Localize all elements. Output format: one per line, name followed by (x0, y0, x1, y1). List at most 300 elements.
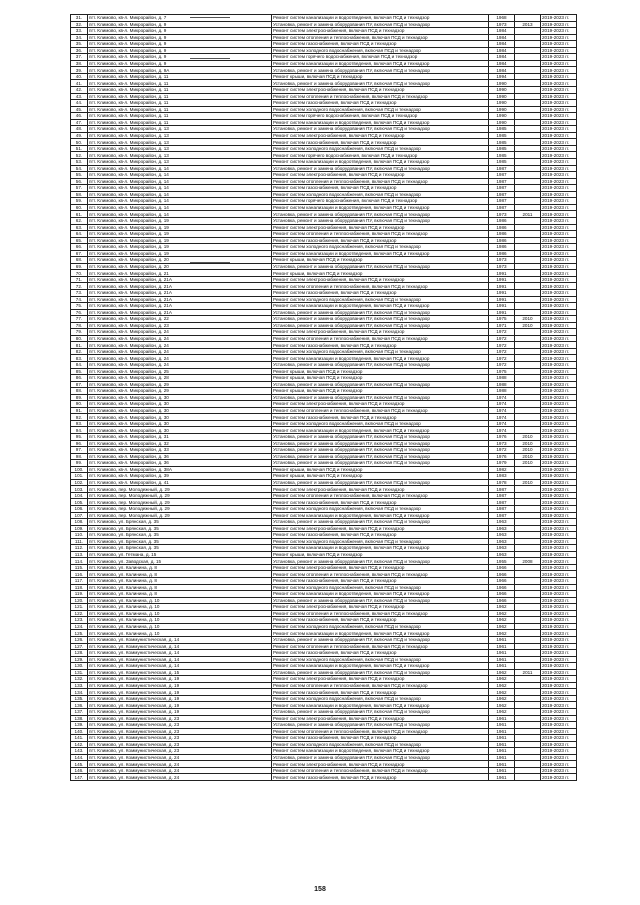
address-cell: пгт. Климово, ул. Коммунистическая, д. 19 (88, 689, 272, 696)
table-row (71, 204, 577, 211)
address-cell: пгт. Климово, кв-л. Микрорайон, д. 19 (88, 224, 272, 231)
row-number-cell: 48. (71, 126, 88, 133)
build-year-cell: 1984 (489, 67, 515, 74)
work-type-cell: Ремонт систем электроснабжения, включая ПСД и технадзор (272, 87, 489, 94)
table-row (71, 224, 577, 231)
planned-period-cell: 2019-2023 гг. (541, 172, 577, 179)
planned-period-cell: 2019-2023 гг. (541, 571, 577, 578)
planned-period-cell: 2019-2023 гг. (541, 145, 577, 152)
build-year-cell: 1974 (489, 427, 515, 434)
table-row (71, 564, 577, 571)
address-cell: пгт. Климово, кв-л. Микрорайон, д. 32 (88, 440, 272, 447)
work-type-cell: Ремонт крыши, включая ПСД и технадзор (272, 388, 489, 395)
table-row (71, 80, 577, 87)
planned-period-cell: 2019-2023 гг. (541, 263, 577, 270)
table-row (71, 656, 577, 663)
planned-period-cell: 2019-2023 гг. (541, 309, 577, 316)
table-row (71, 506, 577, 513)
build-year-cell: 1962 (489, 604, 515, 611)
build-year-cell: 1986 (489, 231, 515, 238)
row-number-cell: 41. (71, 80, 88, 87)
address-cell: пгт. Климово, ул. Калинина, д. 8 (88, 578, 272, 585)
address-cell: пгт. Климово, ул. Коммунистическая, д. 23 (88, 715, 272, 722)
planned-period-cell: 2019-2023 гг. (541, 689, 577, 696)
table-row (71, 172, 577, 179)
build-year-cell: 1961 (489, 754, 515, 761)
work-type-cell: Ремонт систем электроснабжения, включая ПСД и технадзор (272, 172, 489, 179)
table-row (71, 604, 577, 611)
table-row (71, 67, 577, 74)
planned-period-cell: 2019-2023 гг. (541, 296, 577, 303)
address-cell: пгт. Климово, кв-л. Микрорайон, д. 23 (88, 322, 272, 329)
work-type-cell: Ремонт систем холодного водоснабжения, включая ПСД и технадзор (272, 106, 489, 113)
table-row (71, 617, 577, 624)
work-type-cell: Ремонт систем электроснабжения, включая ПСД и технадзор (272, 276, 489, 283)
work-type-cell: Установка, ремонт и замена оборудования ПУ, включая ПСД и технадзор (272, 558, 489, 565)
work-type-cell: Ремонт систем газоснабжения, включая ПСД и технадзор (272, 689, 489, 696)
build-year-cell: 1963 (489, 545, 515, 552)
address-cell: пгт. Климово, кв-л. Микрорайон, д. 14 (88, 204, 272, 211)
row-number-cell: 42. (71, 87, 88, 94)
address-cell: пгт. Климово, ул. Коммунистическая, д. 23 (88, 748, 272, 755)
planned-period-cell: 2019-2023 гг. (541, 630, 577, 637)
build-year-cell: 1987 (489, 486, 515, 493)
planned-period-cell: 2019-2023 гг. (541, 767, 577, 774)
address-cell: пгт. Климово, кв-л. Микрорайон, д. 31 (88, 434, 272, 441)
build-year-cell: 1986 (489, 217, 515, 224)
address-cell: пгт. Климово, кв-л. Микрорайон, д. 25 (88, 368, 272, 375)
address-cell: пгт. Климово, кв-л. Микрорайон, д. 24 (88, 329, 272, 336)
address-cell: пгт. Климово, кв-л. Микрорайон, д. 14 (88, 178, 272, 185)
build-year-cell: 1982 (489, 466, 515, 473)
address-cell: пгт. Климово, кв-л. Микрорайон, д. 13 (88, 152, 272, 159)
work-type-cell: Ремонт крыши, включая ПСД и технадзор (272, 375, 489, 382)
planned-period-cell: 2019-2023 гг. (541, 669, 577, 676)
address-cell: пгт. Климово, пер. Молодежный, д. 29 (88, 506, 272, 513)
table-row (71, 591, 577, 598)
planned-period-cell: 2019-2023 гг. (541, 67, 577, 74)
work-type-cell: Установка, ремонт и замена оборудования ПУ, включая ПСД и технадзор (272, 263, 489, 270)
address-cell: пгт. Климово, кв-л. Микрорайон, д. 19 (88, 250, 272, 257)
planned-period-cell: 2019-2023 гг. (541, 283, 577, 290)
work-type-cell: Ремонт систем отопления и теплоснабжения, включая ПСД и технадзор (272, 571, 489, 578)
table-row (71, 440, 577, 447)
planned-period-cell: 2019-2023 гг. (541, 237, 577, 244)
planned-period-cell: 2019-2023 гг. (541, 551, 577, 558)
work-type-cell: Ремонт систем холодного водоснабжения, включая ПСД и технадзор (272, 348, 489, 355)
row-number-cell: 62. (71, 217, 88, 224)
row-number-cell: 147. (71, 774, 88, 781)
row-number-cell: 67. (71, 250, 88, 257)
table-row (71, 41, 577, 48)
address-cell: пгт. Климово, кв-л. Микрорайон, д. 14 (88, 172, 272, 179)
table-row (71, 427, 577, 434)
work-type-cell: Ремонт систем канализации и водоотведения, включая ПСД и технадзор (272, 250, 489, 257)
row-number-cell: 85. (71, 368, 88, 375)
planned-period-cell: 2019-2023 гг. (541, 322, 577, 329)
planned-period-cell: 2019-2023 гг. (541, 28, 577, 35)
address-cell: пгт. Климово, ул. Калинина, д. 10 (88, 597, 272, 604)
table-row (71, 145, 577, 152)
row-number-cell: 44. (71, 100, 88, 107)
planned-period-cell: 2019-2023 гг. (541, 407, 577, 414)
table-row (71, 381, 577, 388)
work-type-cell: Ремонт крыши, включая ПСД и технадзор (272, 551, 489, 558)
address-cell: пгт. Климово, ул. Коммунистическая, д. 24 (88, 774, 272, 781)
planned-period-cell: 2019-2023 гг. (541, 663, 577, 670)
table-row (71, 715, 577, 722)
address-cell: пгт. Климово, кв-л. Микрорайон, д. 41 (88, 479, 272, 486)
build-year-cell: 1974 (489, 420, 515, 427)
address-cell: пгт. Климово, кв-л. Микрорайон, д. 30 (88, 420, 272, 427)
row-number-cell: 145. (71, 761, 88, 768)
planned-period-cell: 2019-2023 гг. (541, 722, 577, 729)
row-number-cell: 50. (71, 139, 88, 146)
build-year-cell: 1991 (489, 270, 515, 277)
table-row (71, 499, 577, 506)
row-number-cell: 127. (71, 643, 88, 650)
build-year-cell: 1955 (489, 558, 515, 565)
work-type-cell: Ремонт систем газоснабжения, включая ПСД и технадзор (272, 41, 489, 48)
last-repair-year-cell: 2011 (515, 669, 541, 676)
build-year-cell: 1975 (489, 368, 515, 375)
address-cell: пгт. Климово, кв-л. Микрорайон, д. 11 (88, 119, 272, 126)
table-row (71, 211, 577, 218)
planned-period-cell: 2019-2023 гг. (541, 656, 577, 663)
address-cell: пгт. Климово, кв-л. Микрорайон, д. 30 (88, 407, 272, 414)
row-number-cell: 51. (71, 145, 88, 152)
address-cell: пгт. Климово, ул. Заводская, д. 15 (88, 558, 272, 565)
table-row (71, 93, 577, 100)
build-year-cell: 1962 (489, 695, 515, 702)
address-cell: пгт. Климово, ул. Коммунистическая, д. 23 (88, 735, 272, 742)
address-cell: пгт. Климово, ул. Коммунистическая, д. 19 (88, 695, 272, 702)
planned-period-cell: 2019-2023 гг. (541, 381, 577, 388)
planned-period-cell: 2019-2023 гг. (541, 60, 577, 67)
build-year-cell: 1961 (489, 715, 515, 722)
address-cell: пгт. Климово, ул. Калинина, д. 10 (88, 623, 272, 630)
scan-artifact-line (190, 262, 230, 263)
table-row (71, 185, 577, 192)
planned-period-cell: 2019-2023 гг. (541, 159, 577, 166)
address-cell: пгт. Климово, кв-л. Микрорайон, д. 30 (88, 401, 272, 408)
table-row (71, 460, 577, 467)
table-row (71, 630, 577, 637)
row-number-cell: 32. (71, 21, 88, 28)
row-number-cell: 60. (71, 204, 88, 211)
row-number-cell: 43. (71, 93, 88, 100)
work-type-cell: Ремонт систем газоснабжения, включая ПСД и технадзор (272, 650, 489, 657)
planned-period-cell: 2019-2023 гг. (541, 761, 577, 768)
planned-period-cell: 2019-2023 гг. (541, 708, 577, 715)
build-year-cell: 1986 (489, 244, 515, 251)
address-cell: пгт. Климово, кв-л. Микрорайон, д. 11 (88, 113, 272, 120)
planned-period-cell: 2019-2023 гг. (541, 748, 577, 755)
work-type-cell: Ремонт систем отопления и теплоснабжения, включая ПСД и технадзор (272, 93, 489, 100)
planned-period-cell: 2019-2023 гг. (541, 231, 577, 238)
build-year-cell: 1990 (489, 100, 515, 107)
table-row (71, 741, 577, 748)
build-year-cell: 1961 (489, 650, 515, 657)
address-cell: пгт. Климово, ул. Калинина, д. 8 (88, 584, 272, 591)
planned-period-cell: 2019-2023 гг. (541, 217, 577, 224)
table-row (71, 420, 577, 427)
work-type-cell: Установка, ремонт и замена оборудования ПУ, включая ПСД и технадзор (272, 165, 489, 172)
last-repair-year-cell: 2010 (515, 434, 541, 441)
address-cell: пгт. Климово, ул. Коммунистическая, д. 23 (88, 728, 272, 735)
build-year-cell: 1983 (489, 473, 515, 480)
row-number-cell: 72. (71, 283, 88, 290)
build-year-cell: 1974 (489, 414, 515, 421)
address-cell: пгт. Климово, кв-л. Микрорайон, д. 9 (88, 47, 272, 54)
build-year-cell: 1984 (489, 54, 515, 61)
row-number-cell: 64. (71, 231, 88, 238)
row-number-cell: 87. (71, 381, 88, 388)
planned-period-cell: 2019-2023 гг. (541, 466, 577, 473)
table-row (71, 597, 577, 604)
table-row (71, 584, 577, 591)
row-number-cell: 111. (71, 538, 88, 545)
row-number-cell: 65. (71, 237, 88, 244)
table-row (71, 21, 577, 28)
work-type-cell: Установка, ремонт и замена оборудования ПУ, включая ПСД и технадзор (272, 217, 489, 224)
work-type-cell: Ремонт систем газоснабжения, включая ПСД и технадзор (272, 237, 489, 244)
work-type-cell: Ремонт систем газоснабжения, включая ПСД и технадзор (272, 617, 489, 624)
address-cell: пгт. Климово, ул. Брянская, д. 35 (88, 532, 272, 539)
row-number-cell: 79. (71, 329, 88, 336)
planned-period-cell: 2019-2023 гг. (541, 702, 577, 709)
row-number-cell: 129. (71, 656, 88, 663)
planned-period-cell: 2019-2023 гг. (541, 250, 577, 257)
build-year-cell: 1974 (489, 401, 515, 408)
planned-period-cell: 2019-2023 гг. (541, 519, 577, 526)
table-row (71, 132, 577, 139)
table-row (71, 250, 577, 257)
planned-period-cell: 2019-2023 гг. (541, 303, 577, 310)
work-type-cell: Ремонт систем газоснабжения, включая ПСД и технадзор (272, 735, 489, 742)
address-cell: пгт. Климово, кв-л. Микрорайон, д. 14 (88, 185, 272, 192)
work-type-cell: Ремонт систем канализации и водоотведения, включая ПСД и технадзор (272, 204, 489, 211)
build-year-cell: 1986 (489, 237, 515, 244)
table-row (71, 159, 577, 166)
build-year-cell: 1962 (489, 689, 515, 696)
row-number-cell: 96. (71, 440, 88, 447)
table-row (71, 761, 577, 768)
address-cell: пгт. Климово, ул. Калинина, д. 8 (88, 571, 272, 578)
address-cell: пгт. Климово, ул. Калинина, д. 10 (88, 617, 272, 624)
build-year-cell: 1972 (489, 447, 515, 454)
work-type-cell: Ремонт систем электроснабжения, включая ПСД и технадзор (272, 525, 489, 532)
row-number-cell: 77. (71, 316, 88, 323)
work-type-cell: Ремонт систем холодного водоснабжения, включая ПСД и технадзор (272, 420, 489, 427)
table-row (71, 558, 577, 565)
work-type-cell: Ремонт систем канализации и водоотведения, включая ПСД и технадзор (272, 591, 489, 598)
planned-period-cell: 2019-2023 гг. (541, 224, 577, 231)
row-number-cell: 130. (71, 663, 88, 670)
work-type-cell: Ремонт систем отопления и теплоснабжения, включая ПСД и технадзор (272, 283, 489, 290)
build-year-cell: 1994 (489, 73, 515, 80)
row-number-cell: 81. (71, 342, 88, 349)
row-number-cell: 56. (71, 178, 88, 185)
planned-period-cell: 2019-2023 гг. (541, 584, 577, 591)
row-number-cell: 38. (71, 60, 88, 67)
work-type-cell: Ремонт систем канализации и водоотведения, включая ПСД и технадзор (272, 748, 489, 755)
build-year-cell: 1990 (489, 93, 515, 100)
build-year-cell: 1973 (489, 440, 515, 447)
work-type-cell: Ремонт крыши, включая ПСД и технадзор (272, 368, 489, 375)
build-year-cell: 1963 (489, 519, 515, 526)
build-year-cell: 1961 (489, 643, 515, 650)
work-type-cell: Установка, ремонт и замена оборудования ПУ, включая ПСД и технадзор (272, 708, 489, 715)
row-number-cell: 39. (71, 67, 88, 74)
address-cell: пгт. Климово, ул. Брянская, д. 35 (88, 525, 272, 532)
planned-period-cell: 2019-2023 гг. (541, 682, 577, 689)
address-cell: пгт. Климово, кв-л. Микрорайон, д. 9 (88, 54, 272, 61)
build-year-cell: 1987 (489, 191, 515, 198)
build-year-cell: 1990 (489, 80, 515, 87)
row-number-cell: 59. (71, 198, 88, 205)
build-year-cell: 1972 (489, 348, 515, 355)
work-type-cell: Ремонт систем электроснабжения, включая ПСД и технадзор (272, 486, 489, 493)
build-year-cell: 1987 (489, 499, 515, 506)
table-row (71, 545, 577, 552)
planned-period-cell: 2019-2023 гг. (541, 289, 577, 296)
row-number-cell: 118. (71, 584, 88, 591)
table-row (71, 106, 577, 113)
row-number-cell: 109. (71, 525, 88, 532)
work-type-cell: Ремонт систем канализации и водоотведения, включая ПСД и технадзор (272, 159, 489, 166)
build-year-cell: 1986 (489, 250, 515, 257)
address-cell: пгт. Климово, пер. Молодежный, д. 29 (88, 499, 272, 506)
address-cell: пгт. Климово, ул. Коммунистическая, д. 19 (88, 702, 272, 709)
address-cell: пгт. Климово, ул. Калинина, д. 8 (88, 591, 272, 598)
build-year-cell: 1962 (489, 610, 515, 617)
row-number-cell: 108. (71, 519, 88, 526)
build-year-cell: 1962 (489, 682, 515, 689)
build-year-cell: 1962 (489, 623, 515, 630)
planned-period-cell: 2019-2023 гг. (541, 54, 577, 61)
address-cell: пгт. Климово, кв-л. Микрорайон, д. 14 (88, 191, 272, 198)
build-year-cell: 1985 (489, 126, 515, 133)
planned-period-cell: 2019-2023 гг. (541, 564, 577, 571)
last-repair-year-cell: 2010 (515, 447, 541, 454)
row-number-cell: 125. (71, 630, 88, 637)
row-number-cell: 53. (71, 159, 88, 166)
build-year-cell: 1987 (489, 204, 515, 211)
build-year-cell: 1979 (489, 460, 515, 467)
build-year-cell: 1984 (489, 28, 515, 35)
table-row (71, 447, 577, 454)
table-row (71, 728, 577, 735)
address-cell: пгт. Климово, кв-л. Микрорайон, д. 19 (88, 237, 272, 244)
table-row (71, 361, 577, 368)
address-cell: пгт. Климово, кв-л. Микрорайон, д. 36 (88, 453, 272, 460)
build-year-cell: 1988 (489, 375, 515, 382)
row-number-cell: 113. (71, 551, 88, 558)
work-type-cell: Ремонт систем канализации и водоотведения, включая ПСД и технадзор (272, 545, 489, 552)
address-cell: пгт. Климово, кв-л. Микрорайон, д. 13 (88, 126, 272, 133)
build-year-cell: 1984 (489, 47, 515, 54)
address-cell: пгт. Климово, кв-л. Микрорайон, д. 21А (88, 296, 272, 303)
row-number-cell: 144. (71, 754, 88, 761)
table-row (71, 100, 577, 107)
work-type-cell: Ремонт систем газоснабжения, включая ПСД и технадзор (272, 578, 489, 585)
row-number-cell: 131. (71, 669, 88, 676)
row-number-cell: 40. (71, 73, 88, 80)
table-row (71, 198, 577, 205)
planned-period-cell: 2019-2023 гг. (541, 368, 577, 375)
work-type-cell: Установка, ремонт и замена оборудования ПУ, включая ПСД и технадзор (272, 447, 489, 454)
address-cell: пгт. Климово, кв-л. Микрорайон, д. 30 (88, 414, 272, 421)
planned-period-cell: 2019-2023 гг. (541, 152, 577, 159)
row-number-cell: 146. (71, 767, 88, 774)
work-type-cell: Ремонт систем канализации и водоотведения, включая ПСД и технадзор (272, 427, 489, 434)
table-row (71, 578, 577, 585)
address-cell: пгт. Климово, ул. Калинина, д. 8 (88, 564, 272, 571)
planned-period-cell: 2019-2023 гг. (541, 106, 577, 113)
work-type-cell: Установка, ремонт и замена оборудования ПУ, включая ПСД и технадзор (272, 434, 489, 441)
planned-period-cell: 2019-2023 гг. (541, 204, 577, 211)
work-type-cell: Ремонт систем электроснабжения, включая ПСД и технадзор (272, 604, 489, 611)
row-number-cell: 101. (71, 473, 88, 480)
address-cell: пгт. Климово, кв-л. Микрорайон, д. 20 (88, 257, 272, 264)
work-type-cell: Ремонт систем газоснабжения, включая ПСД и технадзор (272, 185, 489, 192)
build-year-cell: 1963 (489, 532, 515, 539)
build-year-cell: 1985 (489, 152, 515, 159)
work-type-cell: Ремонт систем газоснабжения, включая ПСД и технадзор (272, 499, 489, 506)
address-cell: пгт. Климово, кв-л. Микрорайон, д. 36 (88, 460, 272, 467)
row-number-cell: 114. (71, 558, 88, 565)
work-type-cell: Ремонт систем электроснабжения, включая ПСД и технадзор (272, 28, 489, 35)
row-number-cell: 103. (71, 486, 88, 493)
build-year-cell: 1961 (489, 748, 515, 755)
work-type-cell: Ремонт систем отопления и теплоснабжения, включая ПСД и технадзор (272, 492, 489, 499)
table-row (71, 375, 577, 382)
table-row (71, 551, 577, 558)
address-cell: пгт. Климово, ул. Коммунистическая, д. 14 (88, 650, 272, 657)
table-row (71, 152, 577, 159)
table-row (71, 610, 577, 617)
work-type-cell: Установка, ремонт и замена оборудования ПУ, включая ПСД и технадзор (272, 722, 489, 729)
address-cell: пгт. Климово, кв-л. Микрорайон, д. 14 (88, 211, 272, 218)
row-number-cell: 126. (71, 636, 88, 643)
row-number-cell: 35. (71, 41, 88, 48)
row-number-cell: 76. (71, 309, 88, 316)
work-type-cell: Ремонт систем электроснабжения, включая ПСД и технадзор (272, 761, 489, 768)
table-row (71, 479, 577, 486)
planned-period-cell: 2019-2023 гг. (541, 211, 577, 218)
work-type-cell: Ремонт систем электроснабжения, включая ПСД и технадзор (272, 715, 489, 722)
build-year-cell: 1966 (489, 591, 515, 598)
row-number-cell: 70. (71, 270, 88, 277)
table-row (71, 191, 577, 198)
row-number-cell: 142. (71, 741, 88, 748)
planned-period-cell: 2019-2023 гг. (541, 276, 577, 283)
planned-period-cell: 2019-2023 гг. (541, 375, 577, 382)
table-row (71, 466, 577, 473)
table-row (71, 663, 577, 670)
address-cell: пгт. Климово, ул. Коммунистическая, д. 14 (88, 663, 272, 670)
row-number-cell: 121. (71, 604, 88, 611)
planned-period-cell: 2019-2023 гг. (541, 440, 577, 447)
planned-period-cell: 2019-2023 гг. (541, 636, 577, 643)
row-number-cell: 107. (71, 512, 88, 519)
row-number-cell: 98. (71, 453, 88, 460)
address-cell: пгт. Климово, кв-л. Микрорайон, д. 19 (88, 244, 272, 251)
address-cell: пгт. Климово, ул. Коммунистическая, д. 23 (88, 741, 272, 748)
row-number-cell: 71. (71, 276, 88, 283)
work-type-cell: Ремонт систем холодного водоснабжения, включая ПСД и технадзор (272, 656, 489, 663)
